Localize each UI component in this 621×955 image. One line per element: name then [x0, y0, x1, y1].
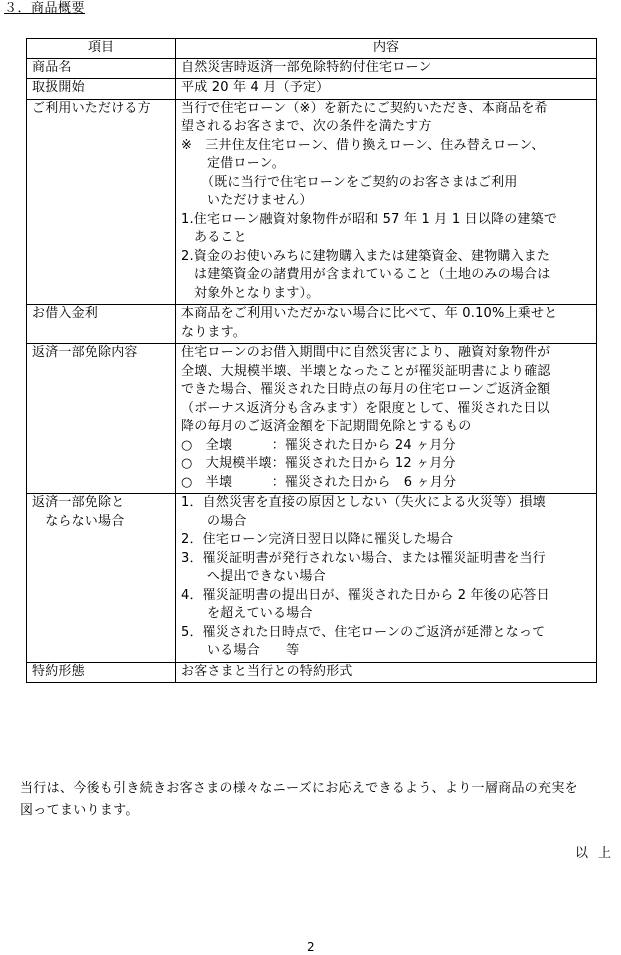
- content-line: （ボーナス返済分も含みます）を限度として、罹災された日以: [181, 400, 550, 416]
- row-content: [176, 79, 597, 100]
- content-line: 全壊、大規模半壊、半壊となったことが罹災証明書により確認: [181, 363, 551, 379]
- table-row: [27, 662, 597, 683]
- label-line: 返済一部免除と: [32, 495, 125, 510]
- closing-line: 図ってまいります。: [20, 803, 139, 818]
- row-content: [176, 344, 597, 494]
- content-line: 1.住宅ローン融資対象物件が昭和 57 年 1 月 1 日以降の建築で: [181, 211, 558, 227]
- content-line: できた場合、罹災された日時点の毎月の住宅ローンご返済金額: [181, 382, 551, 397]
- row-label: [27, 79, 176, 100]
- content-line: お客さまと当行との特約形式: [181, 663, 353, 679]
- content-line: ○ 半壊 ：罹災された日から 6 ヶ月分: [181, 474, 457, 490]
- content-line: 4．罹災証明書の提出日が、罹災された日から 2 年後の応答日: [181, 587, 550, 603]
- label-line: 商品名: [32, 59, 72, 75]
- content-line: を超えている場合: [207, 606, 313, 621]
- label-line: ならない場合: [32, 513, 125, 529]
- content-line: 降の毎月のご返済金額を下記期間免除とするもの: [181, 419, 472, 434]
- label-line: ご利用いただける方: [32, 100, 151, 116]
- section-heading: ３．商品概要: [4, 1, 86, 16]
- content-line: あること: [194, 230, 247, 245]
- content-line: 住宅ローンのお借入期間中に自然災害により、融資対象物件が: [181, 345, 551, 360]
- content-line: へ提出できない場合: [207, 569, 326, 584]
- content-line: 自然災害時返済一部免除特約付住宅ローン: [181, 59, 432, 75]
- content-line: 平成 20 年 4 月（予定）: [181, 80, 330, 95]
- label-line: 取扱開始: [32, 80, 85, 95]
- row-content: [176, 662, 597, 683]
- content-line: ○ 全壊 ：罹災された日から 24 ヶ月分: [181, 437, 456, 453]
- content-line: 2．住宅ローン完済日翌日以降に罹災した場合: [181, 532, 454, 547]
- row-label: [27, 662, 176, 683]
- content-line: の場合: [207, 513, 247, 529]
- content-line: 本商品をご利用いただかない場合に比べて、年 0.10%上乗せと: [181, 306, 558, 321]
- header-content: 内容: [176, 39, 597, 59]
- row-label: [27, 305, 176, 344]
- row-content: [176, 494, 597, 663]
- content-line: 2.資金のお使いみちに建物購入または建築資金、建物購入また: [181, 248, 551, 264]
- content-line: （既に当行で住宅ローンをご契約のお客さまはご利用: [201, 174, 518, 190]
- table-row: [27, 494, 597, 663]
- table-header-row: [27, 39, 597, 59]
- content-line: ○ 大規模半壊：罹災された日から 12 ヶ月分: [181, 456, 456, 471]
- content-line: 1．自然災害を直接の原因としない（失火による火災等）損壊: [181, 495, 546, 510]
- content-line: ※ 三井住友住宅ローン、借り換えローン、住み替えローン、: [181, 137, 545, 153]
- label-line: お借入金利: [32, 306, 99, 321]
- row-content: [176, 305, 597, 344]
- row-content: [176, 99, 597, 305]
- table-row: [27, 79, 597, 100]
- label-line: 特約形態: [32, 663, 85, 679]
- row-content: [176, 58, 597, 79]
- content-line: 定借ローン。: [207, 156, 285, 171]
- signoff: 以上: [574, 846, 621, 861]
- content-line: いる場合 等: [207, 643, 300, 658]
- content-line: 当行で住宅ローン（※）を新たにご契約いただき、本商品を希: [181, 100, 548, 116]
- content-line: いただけません）: [207, 193, 313, 208]
- closing-paragraph: [20, 778, 620, 822]
- content-line: 望されるお客さまで、次の条件を満たす方: [181, 119, 432, 134]
- table-row: [27, 99, 597, 305]
- header-item: 項目: [27, 39, 176, 59]
- row-label: [27, 494, 176, 663]
- product-overview-table: [26, 38, 597, 683]
- table-row: [27, 58, 597, 79]
- content-line: 5．罹災された日時点で、住宅ローンのご返済が延滞となって: [181, 624, 546, 640]
- label-line: 返済一部免除内容: [32, 345, 138, 360]
- row-label: [27, 58, 176, 79]
- content-line: は建築資金の諸費用が含まれていること（土地のみの場合は: [194, 267, 551, 282]
- content-line: 3．罹災証明書が発行されない場合、または罹災証明書を当行: [181, 550, 546, 566]
- table-row: [27, 344, 597, 494]
- content-line: 対象外となります）。: [194, 285, 320, 301]
- closing-line: 当行は、今後も引き続きお客さまの様々なニーズにお応えできるよう、より一層商品の充実を: [20, 781, 578, 796]
- table-row: [27, 305, 597, 344]
- content-line: なります。: [181, 324, 246, 340]
- row-label: [27, 99, 176, 305]
- row-label: [27, 344, 176, 494]
- page-number: 2: [307, 940, 315, 954]
